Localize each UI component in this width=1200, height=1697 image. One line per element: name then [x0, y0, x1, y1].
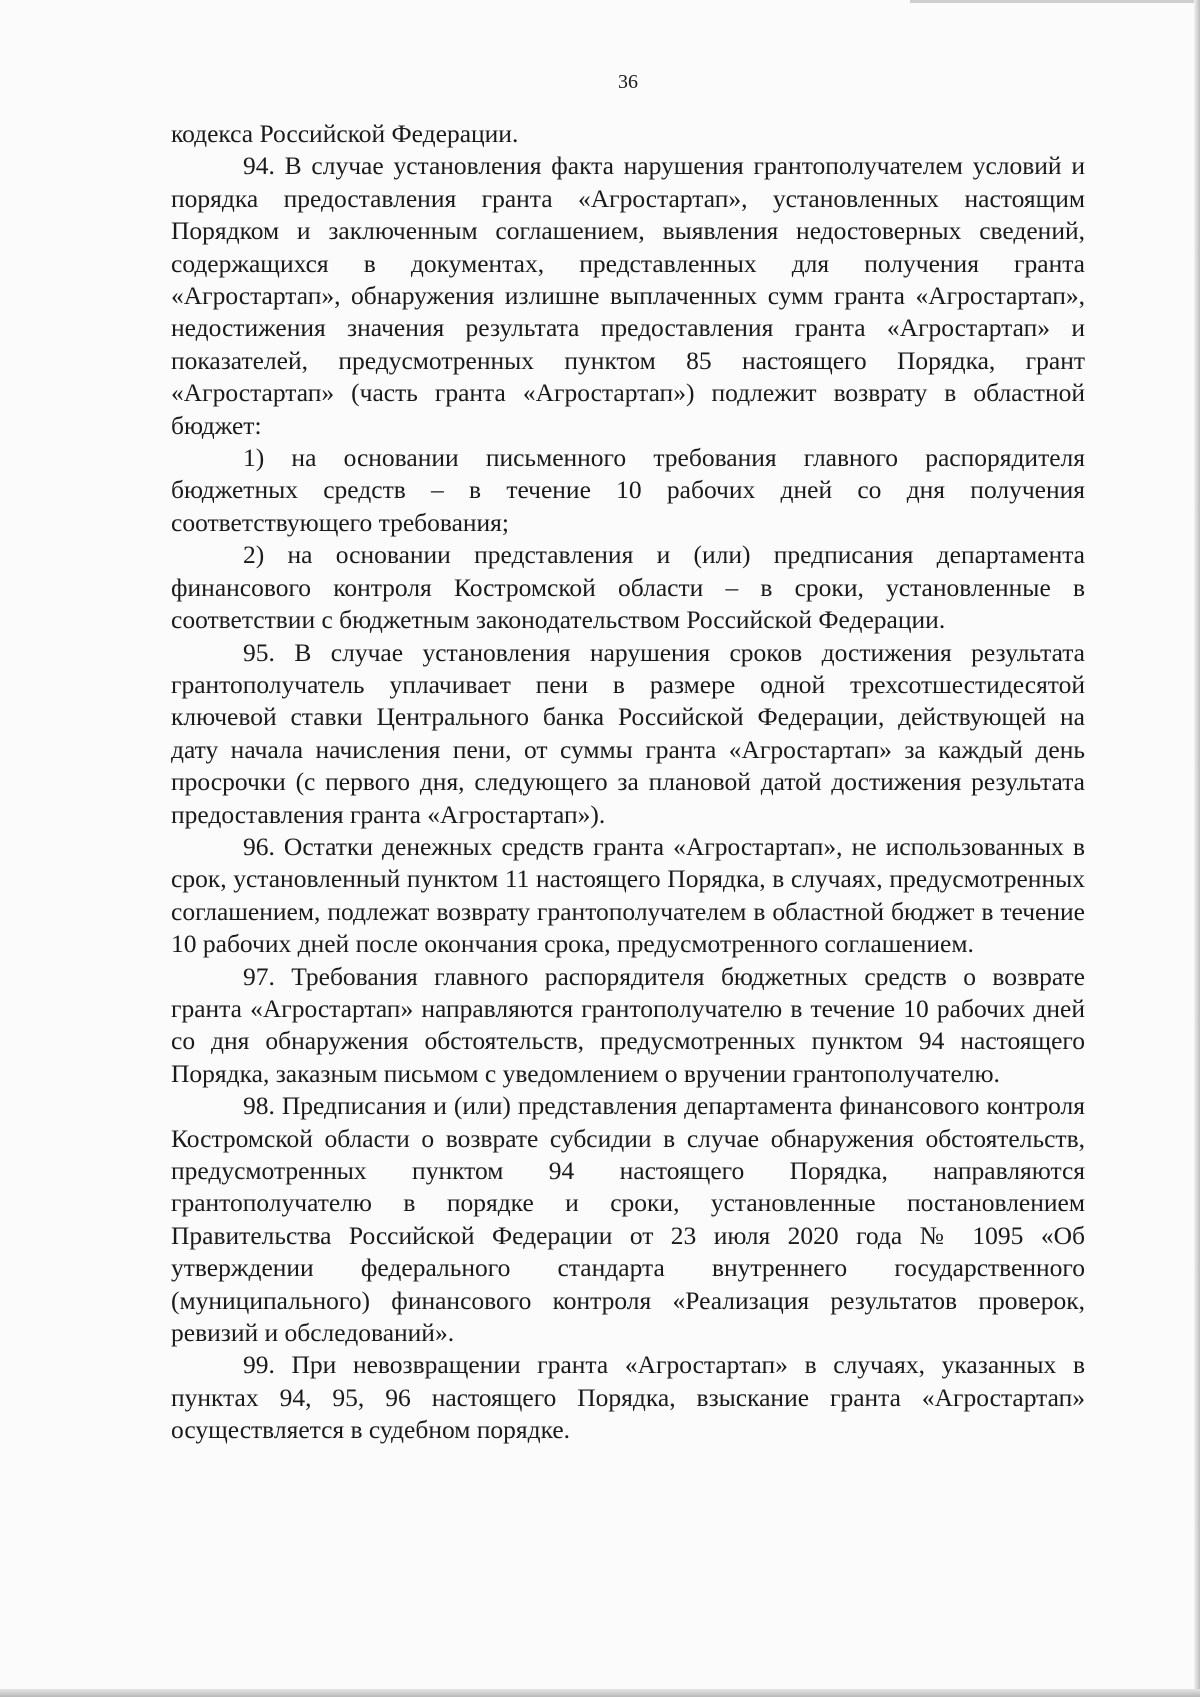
paragraph-item-97: 97. Требования главного распорядителя бюджетных средств о возврате гранта «Агростартап» направляются грантополучателю в течение 10 рабочих дней со дня обнаружения обстоятельств, предусмотренных пунктом 94 настоящего Порядка, заказным письмом с уведомлением о вручении грантополучателю.: [171, 961, 1085, 1088]
paragraph-item-99: 99. При невозвращении гранта «Агростартап» в случаях, указанных в пунктах 94, 95, 96 настоящего Порядка, взыскание гранта «Агростартап» осуществляется в судебном порядке.: [171, 1350, 1085, 1445]
document-body: [171, 118, 1085, 1447]
paragraph-item-96: 96. Остатки денежных средств гранта «Агростартап», не использованных в срок, установленный пунктом 11 настоящего Порядка, в случаях, предусмотренных соглашением, подлежат возврату грантополучателем в областной бюджет в течение 10 рабочих дней после окончания срока, предусмотренного соглашением.: [171, 831, 1085, 959]
paragraph-continuation: кодекса Российской Федерации.: [171, 119, 519, 148]
paragraph-item-95: 95. В случае установления нарушения сроков достижения результата грантополучатель уплачивает пени в размере одной трехсотшестидесятой ключевой ставки Центрального банка Российской Федерации, действующей на дату начала начисления пени, от суммы гранта «Агростартап» за каждый день просрочки (с первого дня, следующего за плановой датой достижения результата предоставления гранта «Агростартап»).: [171, 637, 1085, 829]
scan-edge-bottom: [0, 1689, 1200, 1697]
paragraph-item-98: 98. Предписания и (или) представления департамента финансового контроля Костромской области о возврате субсидии в случае обнаружения обстоятельств, предусмотренных пунктом 94 настоящего Порядка, направляются грантополучателю в порядке и сроки, установленные постановлением Правительства Российской Федерации от 23 июля 2020 года № 1095 «Об утверждении федерального стандарта внутреннего государственного (муниципального) финансового контроля «Реализация результатов проверок, ревизий и обследований».: [171, 1091, 1085, 1348]
paragraph-subitem-1: 1) на основании письменного требования главного распорядителя бюджетных средств – в течение 10 рабочих дней со дня получения соответствующего требования;: [171, 443, 1085, 537]
page-number: 36: [618, 71, 638, 93]
scan-edge-top: [910, 0, 1200, 3]
paragraph-subitem-2: 2) на основании представления и (или) предписания департамента финансового контроля Костромской области – в сроки, установленные в соответствии с бюджетным законодательством Российской Федерации.: [171, 540, 1085, 635]
scan-edge-right: [1194, 0, 1200, 1697]
paragraph-item-94: 94. В случае установления факта нарушения грантополучателем условий и порядка предоставления гранта «Агростартап», установленных настоящим Порядком и заключенным соглашением, выявления недостоверных сведений, содержащихся в документах, представленных для получения гранта «Агростартап», обнаружения излишне выплаченных сумм гранта «Агростартап», недостижения значения результата предоставления гранта «Агростартап» и показателей, предусмотренных пунктом 85 настоящего Порядка, грант «Агростартап» (часть гранта «Агростартап») подлежит возврату в областной бюджет:: [171, 151, 1085, 440]
